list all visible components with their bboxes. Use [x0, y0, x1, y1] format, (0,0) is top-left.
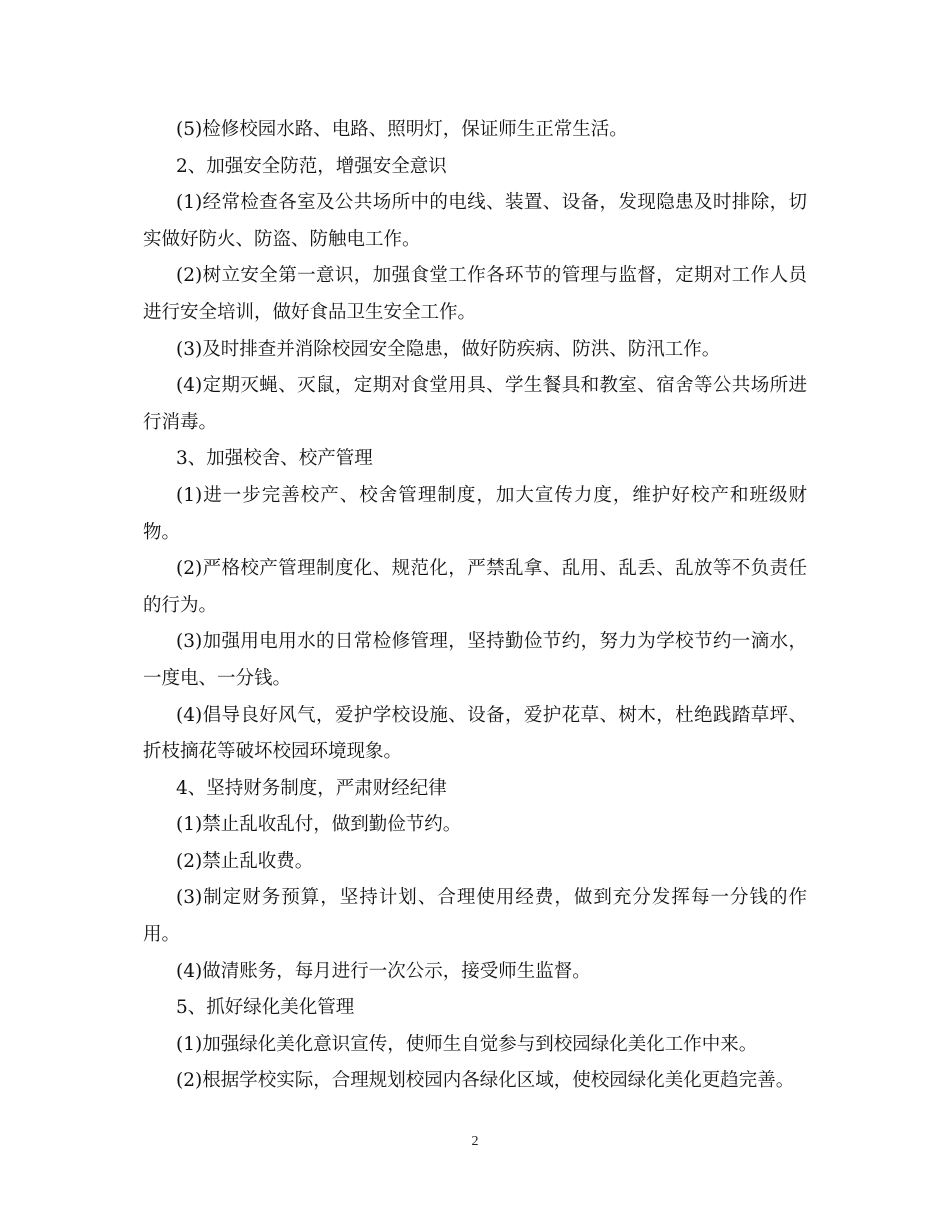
paragraph-19: (2)根据学校实际，合理规划校园内各绿化区域，使校园绿化美化更趋完善。 [176, 1070, 795, 1092]
paragraph-11: (4)倡导良好风气，爱护学校设施、设备，爱护花草、树木，杜绝践踏草坪、折枝摘花等破坏校园环境现象。 [143, 704, 807, 763]
paragraph-10: (3)加强用电用水的日常检修管理，坚持勤俭节约，努力为学校节约一滴水，一度电、一分钱。 [143, 631, 807, 689]
paragraph-16: (4)做清账务，每月进行一次公示，接受师生监督。 [176, 960, 591, 982]
section-heading-2: 2、加强安全防范，增强安全意识 [176, 155, 447, 177]
document-body [143, 112, 807, 1100]
paragraph-5: (3)及时排查并消除校园安全隐患，做好防疾病、防洪、防汛工作。 [176, 338, 721, 360]
paragraph-15: (3)制定财务预算，坚持计划、合理使用经费，做到充分发挥每一分钱的作用。 [143, 887, 807, 946]
paragraph-4: (2)树立安全第一意识，加强食堂工作各环节的管理与监督，定期对工作人员进行安全培训，做好食品卫生安全工作。 [143, 265, 807, 323]
section-heading-5: 5、抓好绿化美化管理 [176, 997, 355, 1019]
section-heading-3: 3、加强校舍、校产管理 [176, 448, 373, 470]
page-number: 2 [471, 1134, 479, 1149]
paragraph-3: (1)经常检查各室及公共场所中的电线、装置、设备，发现隐患及时排除，切实做好防火、防盗、防触电工作。 [143, 192, 807, 250]
paragraph-8: (1)进一步完善校产、校舍管理制度，加大宣传力度，维护好校产和班级财物。 [143, 484, 807, 543]
paragraph-9: (2)严格校产管理制度化、规范化，严禁乱拿、乱用、乱丢、乱放等不负责任的行为。 [143, 558, 807, 616]
paragraph-13: (1)禁止乱收乱付，做到勤俭节约。 [176, 814, 462, 836]
paragraph-1: (5)检修校园水路、电路、照明灯，保证师生正常生活。 [176, 119, 628, 140]
paragraph-18: (1)加强绿化美化意识宣传，使师生自觉参与到校园绿化美化工作中来。 [176, 1033, 758, 1055]
paragraph-14: (2)禁止乱收费。 [176, 850, 314, 872]
paragraph-6: (4)定期灭蝇、灭鼠，定期对食堂用具、学生餐具和教室、宿舍等公共场所进行消毒。 [143, 375, 807, 433]
section-heading-4: 4、坚持财务制度，严肃财经纪律 [176, 777, 447, 799]
